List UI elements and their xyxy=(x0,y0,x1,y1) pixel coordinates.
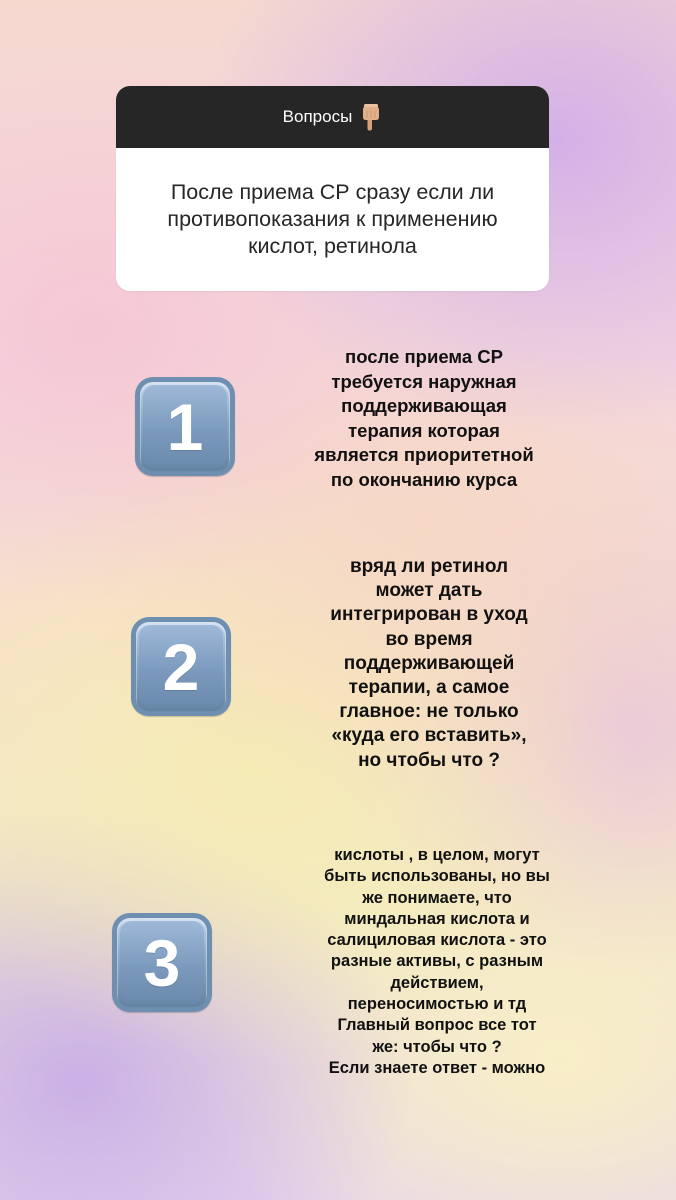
answer-line: миндальная кислота и xyxy=(344,909,530,928)
answer-line: поддерживающая xyxy=(341,395,507,416)
answer-line: во время xyxy=(385,628,473,650)
answer-line: кислоты , в целом, могут xyxy=(334,846,540,864)
answer-2-text xyxy=(296,555,562,773)
answer-line: Главный вопрос все тот xyxy=(337,1016,537,1035)
question-card[interactable] xyxy=(116,86,549,291)
question-header xyxy=(116,86,549,148)
question-text xyxy=(116,148,549,291)
answer-1-text xyxy=(284,345,564,492)
answer-line: же понимаете, что xyxy=(362,888,512,907)
answer-line: же: чтобы что ? xyxy=(372,1037,502,1056)
answer-line: после приема СР xyxy=(345,346,503,367)
answer-line: быть использованы, но вы xyxy=(324,867,550,886)
answer-line: по окончанию курса xyxy=(330,468,518,490)
answer-line: является приоритетной xyxy=(314,444,534,465)
answer-line: может дать xyxy=(375,580,483,602)
question-line: После приема СР сразу если ли xyxy=(170,180,495,204)
answer-line: главное: не только xyxy=(339,701,519,723)
keycap-digit: 3 xyxy=(143,925,181,1000)
answer-3-text xyxy=(292,845,582,1079)
keycap-1-icon xyxy=(135,377,235,476)
question-line: кислот, ретинола xyxy=(248,234,417,258)
pointing-down-hand-icon xyxy=(360,103,382,131)
keycap-digit: 2 xyxy=(162,629,200,704)
answer-line: вряд ли ретинол xyxy=(349,556,509,577)
answer-line: Если знаете ответ - можно xyxy=(328,1058,546,1077)
answer-line: терапия которая xyxy=(348,419,500,441)
answer-line: терапии, а самое xyxy=(348,677,510,699)
answer-line: разные активы, с разным xyxy=(330,952,544,971)
answer-line: переносимостью и тд xyxy=(347,995,527,1014)
answer-line: салициловая кислота - это xyxy=(327,931,547,950)
question-header-label: Вопросы xyxy=(282,107,353,126)
keycap-digit: 1 xyxy=(166,389,204,464)
answer-line: действием, xyxy=(390,973,484,992)
answer-line: требуется наружная xyxy=(331,370,517,392)
answer-line: «куда его вставить», xyxy=(331,725,527,747)
question-line: противопоказания к применению xyxy=(167,207,498,231)
keycap-3-icon xyxy=(112,913,212,1012)
answer-line: интегрирован в уход xyxy=(330,604,528,626)
answer-line: поддерживающей xyxy=(343,652,515,674)
keycap-2-icon xyxy=(131,617,231,716)
answer-line: но чтобы что ? xyxy=(358,749,500,771)
